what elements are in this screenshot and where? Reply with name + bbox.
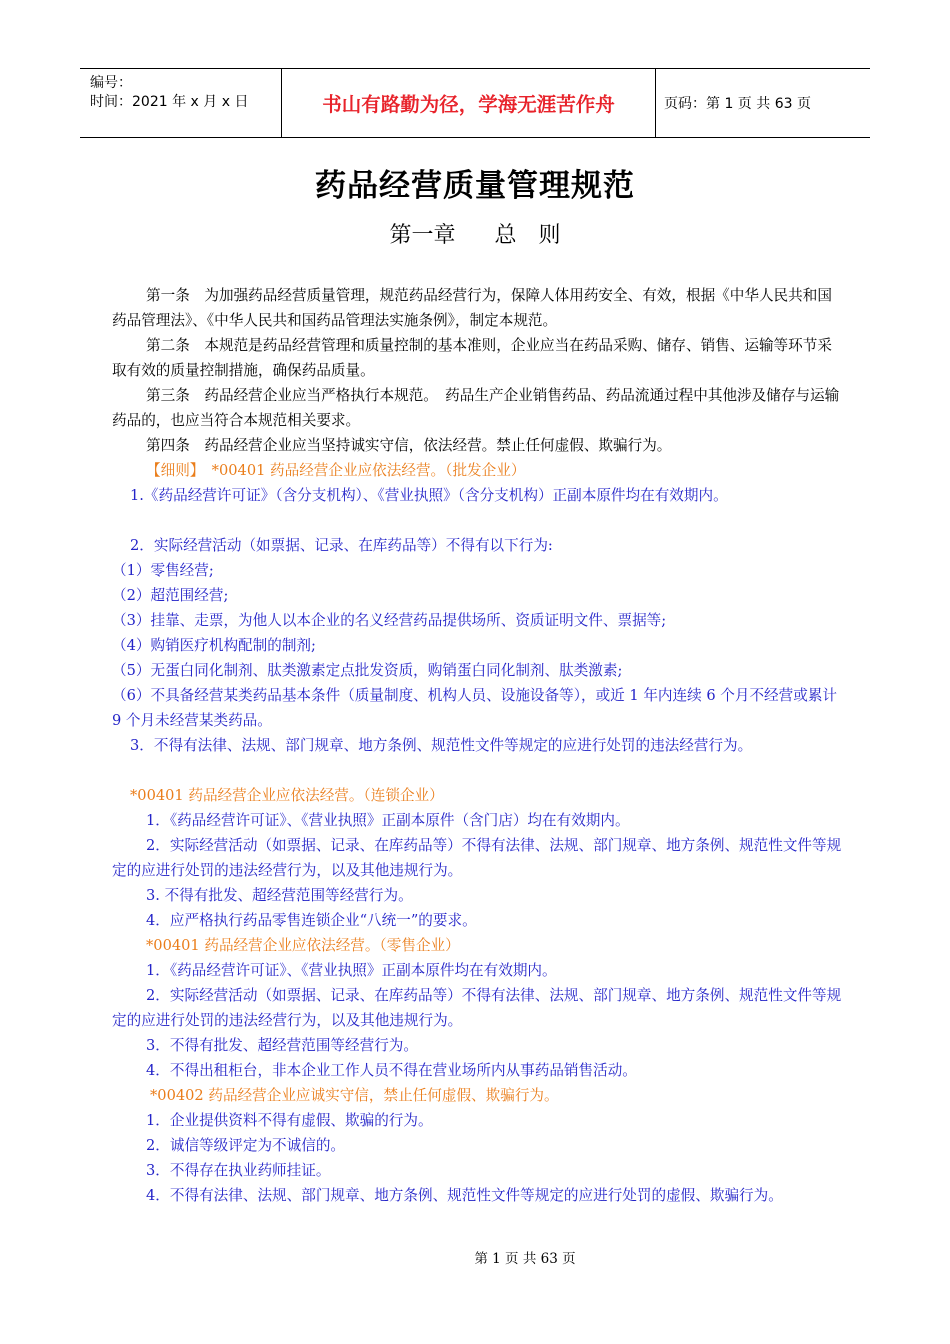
detail-subitem: （5）无蛋白同化制剂、肽类激素定点批发资质，购销蛋白同化制剂、肽类激素; <box>112 662 623 679</box>
detail-subitem: （4）购销医疗机构配制的制剂; <box>112 637 316 654</box>
page-footer: 第 1 页 共 63 页 <box>474 1251 576 1267</box>
detail-item: 1．企业提供资料不得有虚假、欺骗的行为。 <box>146 1112 433 1129</box>
detail-heading-chain: *00401 药品经营企业应依法经营。（连锁企业） <box>130 787 444 804</box>
time-label: 时间：2021 年 x 月 x 日 <box>90 94 249 110</box>
detail-subitem: （2）超范围经营; <box>112 587 229 604</box>
article-4: 第四条 药品经营企业应当坚持诚实守信，依法经营。禁止任何虚假、欺骗行为。 <box>146 437 672 454</box>
detail-heading-retail: *00401 药品经营企业应依法经营。（零售企业） <box>146 937 460 954</box>
article-1: 第一条 为加强药品经营质量管理，规范药品经营行为，保障人体用药安全、有效，根据《中华人民共和国药品管理法》、《中华人民共和国药品管理法实施条例》，制定本规范。 <box>112 287 832 329</box>
detail-item: 4．不得有法律、法规、部门规章、地方条例、规范性文件等规定的应进行处罚的虚假、欺骗行为。 <box>146 1187 783 1204</box>
detail-item: 2．实际经营活动（如票据、记录、在库药品等）不得有以下行为: <box>130 537 553 554</box>
page-header <box>80 68 870 138</box>
detail-heading-wholesale: 【细则】 *00401 药品经营企业应依法经营。（批发企业） <box>146 462 526 479</box>
detail-subitem: （6）不具备经营某类药品基本条件（质量制度、机构人员、设施设备等），或近 1 年内连续 6 个月不经营或累计 9 个月未经营某类药品。 <box>112 687 838 729</box>
detail-item: 2．实际经营活动（如票据、记录、在库药品等）不得有法律、法规、部门规章、地方条例、规范性文件等规定的应进行处罚的违法经营行为，以及其他违规行为。 <box>112 837 842 879</box>
spacer <box>112 508 842 533</box>
detail-item: 2．实际经营活动（如票据、记录、在库药品等）不得有法律、法规、部门规章、地方条例、规范性文件等规定的应进行处罚的违法经营行为，以及其他违规行为。 <box>112 987 842 1029</box>
detail-item: 3．不得有法律、法规、部门规章、地方条例、规范性文件等规定的应进行处罚的违法经营行为。 <box>130 737 753 754</box>
document-title: 药品经营质量管理规范 <box>315 168 635 204</box>
detail-item: 1.《药品经营许可证》（含分支机构）、《营业执照》（含分支机构）正副本原件均在有效期内。 <box>130 487 728 504</box>
article-2: 第二条 本规范是药品经营管理和质量控制的基本准则，企业应当在药品采购、储存、销售、运输等环节采取有效的质量控制措施，确保药品质量。 <box>112 337 832 379</box>
detail-item: 3. 不得有批发、超经营范围等经营行为。 <box>146 887 413 904</box>
header-motto: 书山有路勤为径，学海无涯苦作舟 <box>282 69 656 137</box>
detail-item: 3．不得有批发、超经营范围等经营行为。 <box>146 1037 418 1054</box>
document-body <box>112 283 842 1208</box>
detail-item: 4．应严格执行药品零售连锁企业“八统一”的要求。 <box>146 912 477 929</box>
detail-item: 4．不得出租柜台，非本企业工作人员不得在营业场所内从事药品销售活动。 <box>146 1062 637 1079</box>
header-page-info: 页码：第 1 页 共 63 页 <box>664 96 811 112</box>
chapter-heading: 第一章 总 则 <box>389 223 561 248</box>
number-label: 编号： <box>90 75 132 91</box>
detail-item: 2．诚信等级评定为不诚信的。 <box>146 1137 346 1154</box>
detail-item: 1．《药品经营许可证》、《营业执照》正副本原件（含门店）均在有效期内。 <box>146 812 630 829</box>
detail-item: 3．不得存在执业药师挂证。 <box>146 1162 331 1179</box>
detail-heading-integrity: *00402 药品经营企业应诚实守信，禁止任何虚假、欺骗行为。 <box>150 1087 559 1104</box>
detail-subitem: （3）挂靠、走票，为他人以本企业的名义经营药品提供场所、资质证明文件、票据等; <box>112 612 667 629</box>
header-meta <box>80 69 282 137</box>
spacer <box>112 758 842 783</box>
detail-subitem: （1）零售经营; <box>112 562 214 579</box>
article-3: 第三条 药品经营企业应当严格执行本规范。 药品生产企业销售药品、药品流通过程中其他涉及储存与运输药品的，也应当符合本规范相关要求。 <box>112 387 840 429</box>
detail-item: 1．《药品经营许可证》、《营业执照》正副本原件均在有效期内。 <box>146 962 557 979</box>
